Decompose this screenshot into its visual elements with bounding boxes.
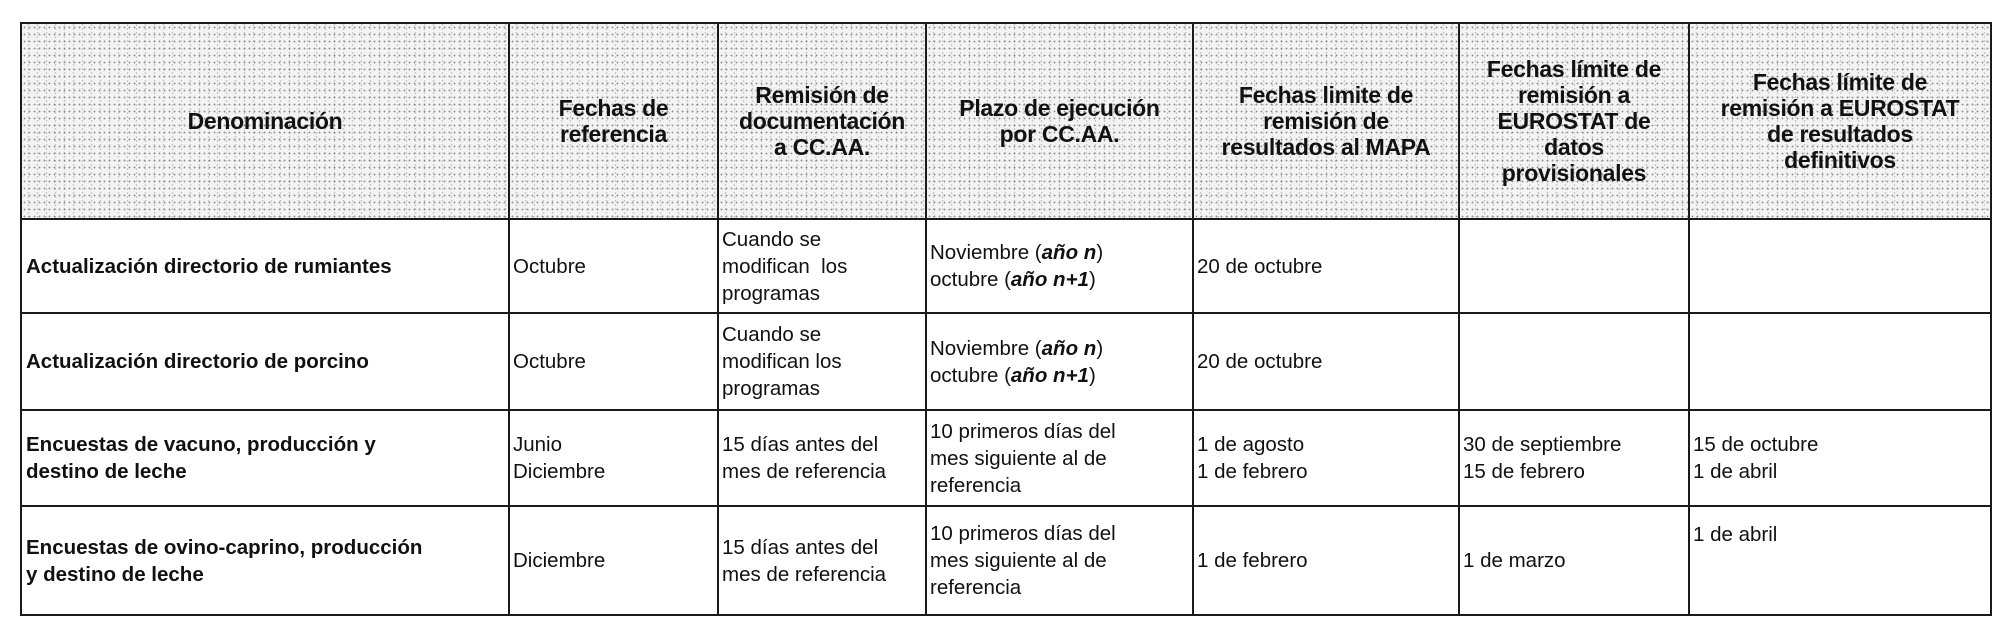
table-row [21,219,1991,313]
cell-text: Encuestas de ovino-caprino, producción [26,535,423,559]
cell-text: 15 de octubre [1693,433,1819,456]
cell-text: 1 de febrero [1197,460,1308,483]
cell-text: mes de referencia [722,460,887,483]
cell-text: destino de leche [26,460,187,483]
cell-eurostat-definitivos [1689,410,1991,506]
cell-text: mes siguiente al de [930,446,1107,470]
table-row [21,313,1991,410]
cell-denominacion [21,410,509,506]
cell-text: modifican los [722,350,842,373]
header-text: por CC.AA. [999,121,1120,147]
emphasis-text: año n [1041,336,1097,360]
cell-text: Cuando se [722,227,822,251]
cell-text: referencia [930,473,1022,497]
cell-eurostat-provisionales [1459,219,1689,313]
cell-text: mes siguiente al de [930,549,1107,572]
survey-calendar-table [20,22,1992,616]
header-text: Denominación [187,108,343,134]
cell-plazo-ejecucion [926,506,1193,615]
cell-text: octubre ( [930,363,1011,387]
cell-text: ) [1088,268,1096,291]
header-text: remisión de [1263,108,1389,134]
header-limite-mapa [1193,23,1459,219]
cell-line [930,266,1189,293]
cell-line [930,239,1189,266]
cell-text: programas [722,377,820,400]
cell-text: octubre ( [930,268,1011,291]
cell-text: 1 de agosto [1197,433,1305,456]
cell-text: ) [1088,363,1096,387]
table-row [21,410,1991,506]
cell-line [930,362,1189,389]
header-text: datos [1544,134,1604,160]
header-text: definitivos [1784,147,1896,173]
emphasis-text: año n [1041,241,1097,264]
cell-text: ) [1096,336,1104,360]
cell-text: modifican los [722,254,848,278]
cell-eurostat-definitivos [1689,506,1991,615]
cell-limite-mapa [1193,219,1459,313]
cell-eurostat-definitivos [1689,219,1991,313]
cell-text: 15 de febrero [1463,460,1585,483]
cell-text: 1 de marzo [1463,549,1566,572]
cell-text: Cuando se [722,323,822,346]
cell-text: 15 días antes del [722,535,879,559]
cell-eurostat-provisionales [1459,506,1689,615]
emphasis-text: año n+1 [1010,363,1089,387]
emphasis-text: año n+1 [1010,268,1089,291]
cell-denominacion [21,219,509,313]
cell-text: 15 días antes del [722,433,879,456]
header-text: Fechas de [558,95,669,121]
cell-plazo-ejecucion [926,410,1193,506]
cell-text: 1 de febrero [1197,549,1308,572]
cell-text: Junio [513,433,563,456]
header-denominacion [21,23,509,219]
header-plazo-ejecucion [926,23,1193,219]
cell-fechas-referencia [509,219,718,313]
cell-text: y destino de leche [26,562,204,586]
cell-text: 20 de octubre [1197,350,1323,373]
header-text: documentación [738,108,906,134]
cell-text: Diciembre [513,460,606,483]
cell-denominacion [21,313,509,410]
cell-text: Octubre [513,350,586,373]
cell-text: Diciembre [513,549,606,572]
header-text: resultados al MAPA [1221,134,1431,160]
cell-text: Noviembre ( [930,241,1042,264]
cell-plazo-ejecucion [926,313,1193,410]
cell-limite-mapa [1193,410,1459,506]
cell-text: 20 de octubre [1197,254,1323,278]
cell-text: Encuestas de vacuno, producción y [26,433,376,456]
cell-line [930,335,1189,362]
header-text: Fechas limite de [1238,82,1414,108]
cell-fechas-referencia [509,313,718,410]
cell-text: 10 primeros días del [930,419,1116,443]
cell-text: referencia [930,576,1022,599]
cell-remision-documentacion [718,410,926,506]
cell-fechas-referencia [509,506,718,615]
header-text: a CC.AA. [773,134,870,160]
cell-limite-mapa [1193,506,1459,615]
cell-text: 30 de septiembre [1463,433,1622,456]
table-row [21,506,1991,615]
cell-text: programas [722,281,820,305]
header-text: EUROSTAT de [1497,108,1651,134]
header-text: referencia [560,121,667,147]
header-text: Fechas límite de [1486,56,1662,82]
cell-text: ) [1096,241,1104,264]
header-text: Remisión de [755,82,889,108]
cell-limite-mapa [1193,313,1459,410]
cell-text: Actualización directorio de rumiantes [26,254,392,278]
header-text: remisión a [1517,82,1631,108]
header-text: de resultados [1767,121,1913,147]
cell-text: Actualización directorio de porcino [26,350,369,373]
header-text: Plazo de ejecución [959,95,1160,121]
header-fechas-referencia [509,23,718,219]
cell-remision-documentacion [718,313,926,410]
header-text: remisión a EUROSTAT [1720,95,1960,121]
cell-text: Octubre [513,254,586,278]
cell-denominacion [21,506,509,615]
cell-remision-documentacion [718,506,926,615]
header-eurostat-provisionales [1459,23,1689,219]
header-eurostat-definitivos [1689,23,1991,219]
cell-remision-documentacion [718,219,926,313]
header-text: provisionales [1501,160,1647,186]
cell-text: Noviembre ( [930,336,1042,360]
cell-eurostat-provisionales [1459,313,1689,410]
header-row [21,23,1991,219]
cell-text: mes de referencia [722,562,887,586]
cell-text: 1 de abril [1693,460,1778,483]
cell-fechas-referencia [509,410,718,506]
cell-text: 10 primeros días del [930,522,1116,545]
header-remision-documentacion [718,23,926,219]
header-text: Fechas límite de [1752,69,1928,95]
cell-eurostat-definitivos [1689,313,1991,410]
cell-text: 1 de abril [1693,523,1778,546]
cell-plazo-ejecucion [926,219,1193,313]
cell-eurostat-provisionales [1459,410,1689,506]
